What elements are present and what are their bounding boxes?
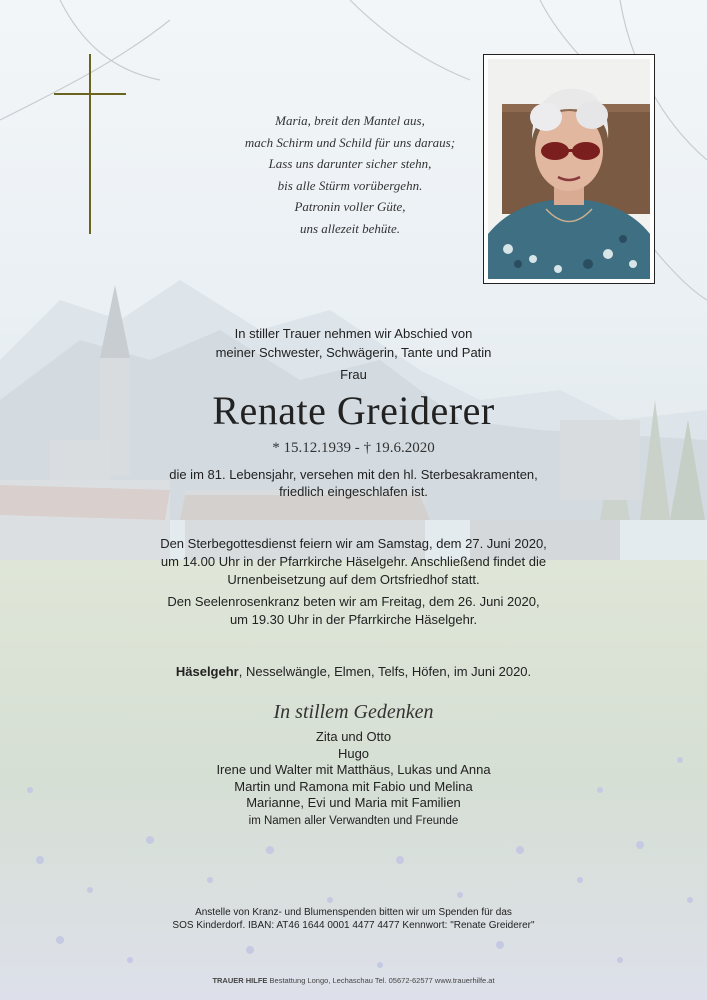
place-rest: , Nesselwängle, Elmen, Telfs, Höfen, im Juni 2020. xyxy=(238,664,532,679)
service-line: Urnenbeisetzung auf dem Ortsfriedhof statt. xyxy=(227,572,480,587)
portrait-photo xyxy=(483,54,655,284)
rosary-text xyxy=(100,593,607,629)
footer-text: Bestattung Longo, Lechaschau Tel. 05672-62577 www.trauerhilfe.at xyxy=(267,976,495,985)
footer-brand: TRAUER HILFE xyxy=(212,976,268,985)
intro-line: meiner Schwester, Schwägerin, Tante und Patin xyxy=(215,344,492,360)
donation-line: SOS Kinderdorf. IBAN: AT46 1644 0001 4477 4477 Kennwort: "Renate Greiderer" xyxy=(172,920,535,931)
passing-line: friedlich eingeschlafen ist. xyxy=(279,484,428,499)
life-dates: * 15.12.1939 - † 19.6.2020 xyxy=(272,440,435,456)
service-line: Den Sterbegottesdienst feiern wir am Samstag, dem 27. Juni 2020, xyxy=(160,536,547,551)
service-line: um 14.00 Uhr in der Pfarrkirche Häselgehr. Anschließend findet die xyxy=(160,554,547,569)
intro-text xyxy=(100,325,607,362)
rosary-line: Den Seelenrosenkranz beten wir am Freitag, dem 26. Juni 2020, xyxy=(167,594,540,609)
remembrance-heading: In stillem Gedenken xyxy=(273,701,434,723)
donation-line: Anstelle von Kranz- und Blumenspenden bitten wir um Spenden für das xyxy=(195,907,512,918)
places-date-line xyxy=(100,664,607,679)
passing-text xyxy=(100,466,607,500)
prayer-line: mach Schirm und Schild für uns daraus; xyxy=(244,134,456,150)
prayer-line: Patronin voller Güte, xyxy=(294,199,406,214)
family-member: Zita und Otto xyxy=(315,729,392,744)
family-list xyxy=(100,729,607,831)
family-member: Martin und Ramona mit Fabio und Melina xyxy=(234,778,473,794)
funeral-service-text xyxy=(100,535,607,589)
prayer-line: Maria, breit den Mantel aus, xyxy=(275,113,425,128)
intro-line: In stiller Trauer nehmen wir Abschied von xyxy=(234,326,473,341)
salutation: Frau xyxy=(340,367,367,382)
family-member: Marianne, Evi und Maria mit Familien xyxy=(246,795,461,810)
donation-note xyxy=(100,906,607,932)
prayer-line: uns allezeit behüte. xyxy=(299,220,400,236)
prayer-poem xyxy=(200,110,500,239)
family-member: Irene und Walter mit Matthäus, Lukas und Anna xyxy=(216,762,491,777)
prayer-line: bis alle Stürm vorübergehn. xyxy=(277,177,423,193)
prayer-line: Lass uns darunter sicher stehn, xyxy=(268,156,432,171)
deceased-name: Renate Greiderer xyxy=(212,388,495,433)
passing-line: die im 81. Lebensjahr, versehen mit den hl. Sterbesakramenten, xyxy=(169,467,538,482)
footer-imprint xyxy=(100,976,607,985)
family-relatives-note: im Namen aller Verwandten und Freunde xyxy=(248,814,459,827)
rosary-line: um 19.30 Uhr in der Pfarrkirche Häselgehr. xyxy=(229,612,478,627)
family-member: Hugo xyxy=(337,745,370,761)
place-primary: Häselgehr xyxy=(175,664,239,679)
